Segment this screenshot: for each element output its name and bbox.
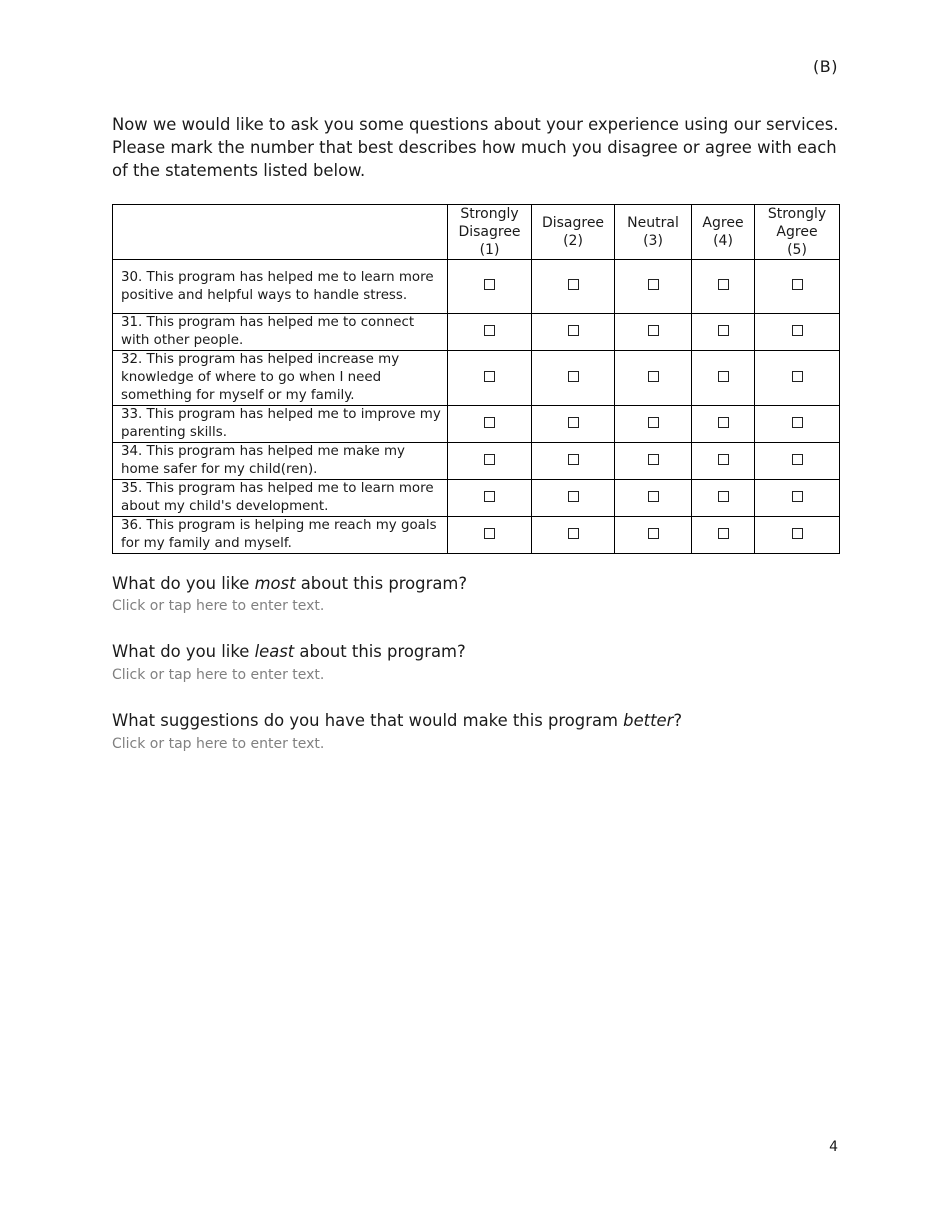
rating-checkbox-4[interactable] (718, 279, 729, 290)
rating-checkbox-3[interactable] (648, 528, 659, 539)
rating-checkbox-5[interactable] (792, 325, 803, 336)
rating-checkbox-4[interactable] (718, 417, 729, 428)
rating-checkbox-3[interactable] (648, 417, 659, 428)
header-line: Strongly (767, 206, 827, 222)
table-row (113, 517, 840, 554)
column-header-neutral (615, 205, 692, 260)
question-suggestions (112, 711, 682, 730)
rating-checkbox-5[interactable] (792, 528, 803, 539)
statement-text: 31. This program has helped me to connect with other people. (113, 314, 448, 351)
rating-checkbox-2[interactable] (568, 528, 579, 539)
answer-field-like-most[interactable]: Click or tap here to enter text. (112, 598, 325, 614)
statement-text: 35. This program has helped me to learn more about my child's development. (113, 480, 448, 517)
header-line: Neutral (627, 215, 679, 231)
rating-checkbox-1[interactable] (484, 454, 495, 465)
rating-checkbox-4[interactable] (718, 528, 729, 539)
rating-checkbox-3[interactable] (648, 279, 659, 290)
rating-checkbox-5[interactable] (792, 491, 803, 502)
question-emphasis: better (623, 711, 674, 730)
question-like-least (112, 642, 466, 661)
rating-checkbox-2[interactable] (568, 417, 579, 428)
rating-checkbox-3[interactable] (648, 491, 659, 502)
table-row (113, 443, 840, 480)
table-row (113, 480, 840, 517)
rating-checkbox-1[interactable] (484, 279, 495, 290)
column-header-strongly-agree (755, 205, 840, 260)
column-header-strongly-disagree (448, 205, 532, 260)
question-text: What do you like (112, 574, 255, 593)
statement-text: 32. This program has helped increase my knowledge of where to go when I need something for myself or my family. (113, 351, 448, 406)
statement-text: 30. This program has helped me to learn more positive and helpful ways to handle stress. (113, 260, 448, 314)
question-text: about this program? (294, 642, 466, 661)
rating-checkbox-5[interactable] (792, 454, 803, 465)
table-row (113, 406, 840, 443)
rating-checkbox-1[interactable] (484, 491, 495, 502)
answer-field-suggestions[interactable]: Click or tap here to enter text. (112, 736, 325, 752)
rating-checkbox-1[interactable] (484, 417, 495, 428)
rating-checkbox-4[interactable] (718, 454, 729, 465)
statement-text: 36. This program is helping me reach my goals for my family and myself. (113, 517, 448, 554)
column-header-disagree (532, 205, 615, 260)
rating-checkbox-5[interactable] (792, 279, 803, 290)
statement-text: 33. This program has helped me to improve my parenting skills. (113, 406, 448, 443)
rating-checkbox-4[interactable] (718, 371, 729, 382)
question-text: What suggestions do you have that would make this program (112, 711, 624, 730)
rating-checkbox-4[interactable] (718, 325, 729, 336)
rating-checkbox-2[interactable] (568, 491, 579, 502)
rating-checkbox-2[interactable] (568, 325, 579, 336)
statement-text: 34. This program has helped me make my home safer for my child(ren). (113, 443, 448, 480)
table-row (113, 351, 840, 406)
header-line: Agree (702, 215, 744, 231)
statement-column-header (113, 205, 448, 260)
question-text: What do you like (112, 642, 255, 661)
header-line: (1) (479, 242, 500, 258)
header-line: Disagree (458, 224, 521, 240)
rating-checkbox-2[interactable] (568, 371, 579, 382)
form-version-label: (B) (813, 57, 838, 76)
rating-checkbox-5[interactable] (792, 371, 803, 382)
page-number: 4 (829, 1139, 838, 1155)
survey-instructions: Now we would like to ask you some questions about your experience using our services. Please mark the number that best describes how much you disagree or agree with each of the statements listed below. (112, 115, 839, 180)
rating-checkbox-4[interactable] (718, 491, 729, 502)
question-emphasis: least (254, 642, 295, 661)
rating-table-header-row (113, 205, 840, 260)
rating-checkbox-1[interactable] (484, 528, 495, 539)
header-line: (4) (713, 233, 733, 249)
answer-field-like-least[interactable]: Click or tap here to enter text. (112, 667, 325, 683)
table-row (113, 260, 840, 314)
rating-table (112, 204, 840, 554)
rating-checkbox-2[interactable] (568, 279, 579, 290)
question-text: ? (673, 711, 683, 730)
question-like-most (112, 574, 467, 593)
header-line: (3) (643, 233, 663, 249)
rating-checkbox-5[interactable] (792, 417, 803, 428)
rating-checkbox-3[interactable] (648, 325, 659, 336)
rating-checkbox-3[interactable] (648, 454, 659, 465)
rating-checkbox-1[interactable] (484, 371, 495, 382)
column-header-agree (692, 205, 755, 260)
header-line: Agree (776, 224, 818, 240)
header-line: Strongly (460, 206, 519, 222)
header-line: (2) (563, 233, 583, 249)
rating-checkbox-3[interactable] (648, 371, 659, 382)
header-line: Disagree (541, 215, 605, 231)
table-row (113, 314, 840, 351)
header-line: (5) (787, 242, 807, 258)
rating-checkbox-2[interactable] (568, 454, 579, 465)
question-emphasis: most (254, 574, 296, 593)
rating-checkbox-1[interactable] (484, 325, 495, 336)
question-text: about this program? (295, 574, 468, 593)
